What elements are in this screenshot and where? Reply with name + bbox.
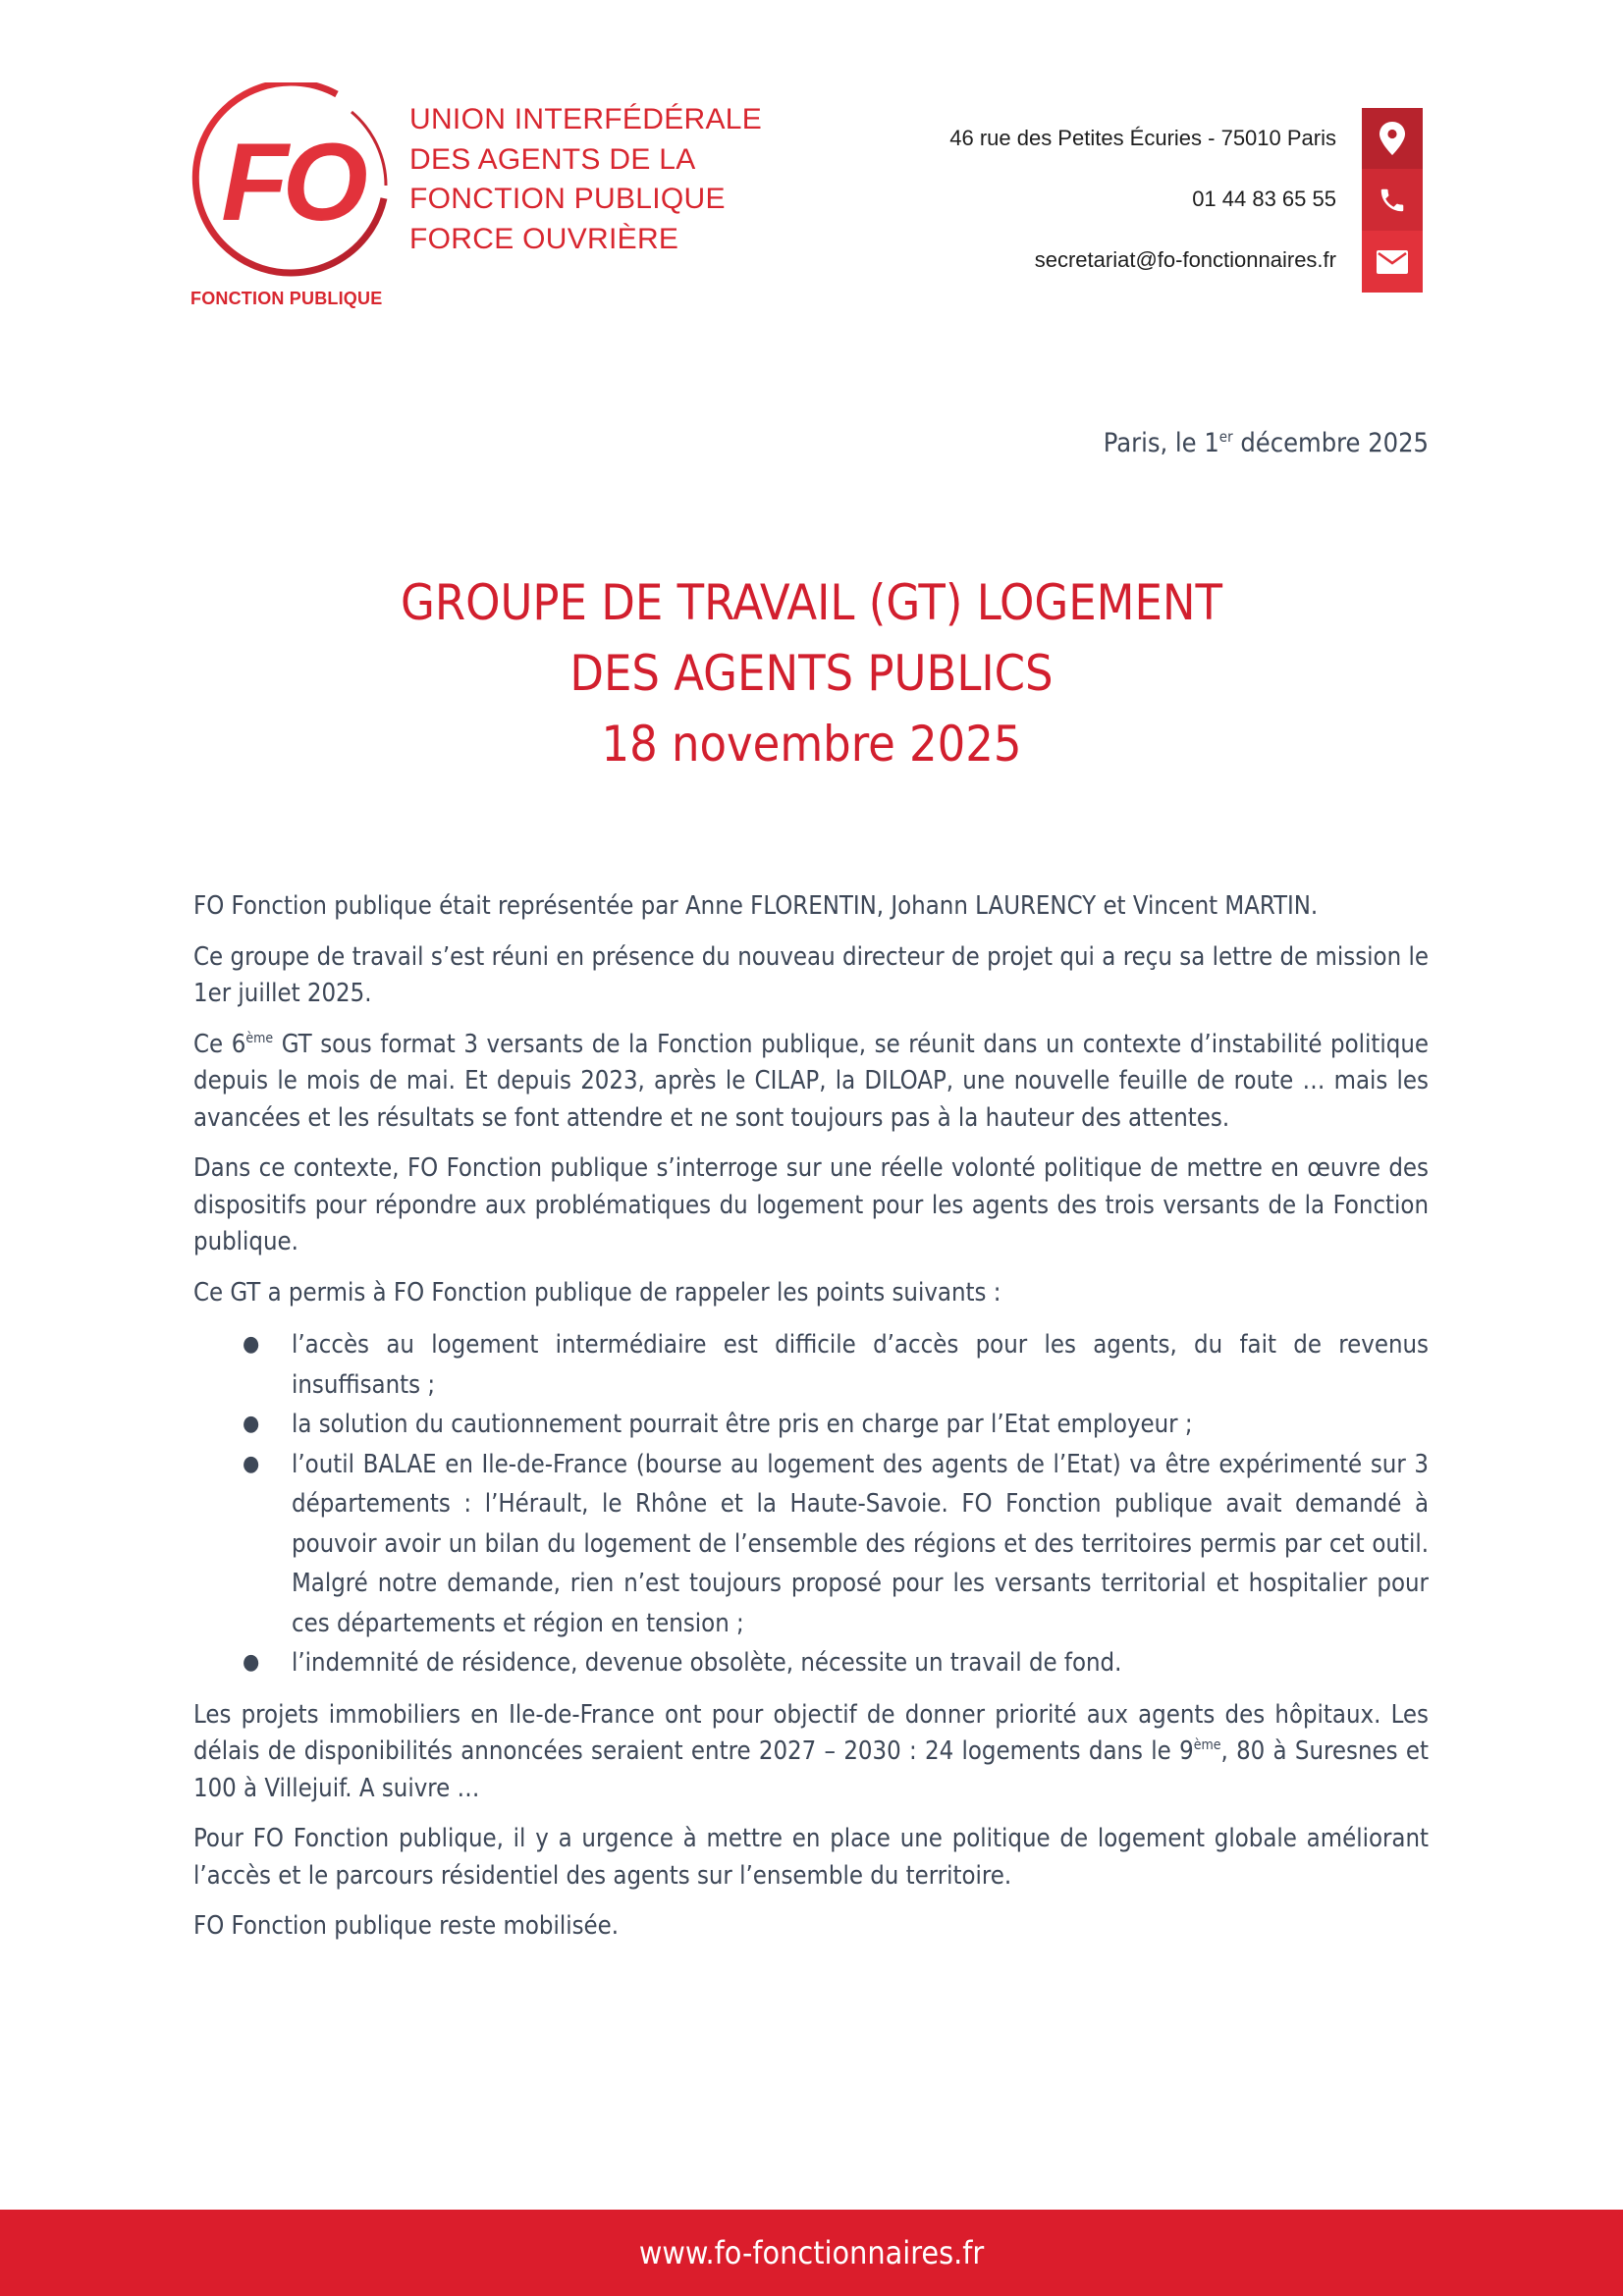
date-sup: er [1218,428,1233,446]
logo-caption: FONCTION PUBLIQUE [190,289,383,308]
text-span: Les projets immobiliers en Ile-de-France ont pour objectif de donner priorité aux agents des hôpitaux. Les délais de disponibilités annoncées seraient entre 2027 – 2030 : 24 logements dans le 9 [193,1699,1429,1766]
paragraph: Ce GT a permis à FO Fonction publique de rappeler les points suivants : [193,1277,1001,1308]
paragraph: Ce groupe de travail s’est réuni en présence du nouveau directeur de projet qui a reçu sa lettre de mission le 1er juillet 2025. [193,941,1429,1008]
bullet-icon: ● [243,1332,260,1357]
map-pin-icon [1362,108,1423,169]
organization-name [409,100,762,259]
document-date [1104,428,1429,458]
phone-icon [1362,169,1423,231]
contact-address: 46 rue des Petites Écuries - 75010 Paris [949,126,1336,150]
org-name-line: FONCTION PUBLIQUE [409,183,726,215]
contact-block [949,108,1336,291]
document-body [193,888,1429,1959]
date-suffix: décembre 2025 [1232,428,1429,458]
paragraph: Pour FO Fonction publique, il y a urgence à mettre en place une politique de logement globale améliorant l’accès et le parcours résidentiel des agents sur l’ensemble du territoire. [193,1824,1429,1891]
contact-icons [1362,108,1423,293]
bullet-icon: ● [243,1650,260,1675]
org-name-line: FORCE OUVRIÈRE [409,222,679,255]
list-item-text: la solution du cautionnement pourrait être pris en charge par l’Etat employeur ; [292,1410,1193,1439]
contact-phone: 01 44 83 65 55 [1192,187,1336,211]
bullet-icon: ● [243,1451,260,1476]
mail-icon [1362,231,1423,293]
ordinal-sup: ème [245,1030,274,1046]
fo-logo-icon [189,82,396,289]
list-item-text: l’indemnité de résidence, devenue obsolète, nécessite un travail de fond. [292,1648,1122,1678]
title-line: DES AGENTS PUBLICS [569,645,1054,702]
date-prefix: Paris, le 1 [1103,428,1219,458]
list-item [193,1445,1429,1644]
paragraph [193,1697,1429,1808]
list-item [193,1643,1429,1683]
fo-logo [189,82,396,289]
text-span: , 80 à Suresnes et 100 à Villejuif. A suivre … [193,1736,1430,1803]
text-span: GT sous format 3 versants de la Fonction publique, se réunit dans un contexte d’instabilité politique depuis le mois de mai. Et depuis 2023, après le CILAP, la DILOAP, une nouvelle feuille de route … mais les avancées et les résultats se font attendre et ne sont toujours pas à la hauteur des attentes. [193,1029,1429,1133]
list-item-text: l’accès au logement intermédiaire est difficile d’accès pour les agents, du fait de revenus insuffisants ; [292,1330,1429,1400]
bullet-icon: ● [243,1412,260,1436]
list-item [193,1405,1429,1445]
contact-email[interactable]: secretariat@fo-fonctionnaires.fr [1034,247,1336,272]
points-list [193,1325,1429,1683]
footer-website-link[interactable]: www.fo-fonctionnaires.fr [638,2234,985,2271]
ordinal-sup: ème [1193,1737,1221,1753]
paragraph [193,1027,1429,1138]
document-title [0,567,1623,779]
paragraph: Dans ce contexte, FO Fonction publique s’interroge sur une réelle volonté politique de mettre en œuvre des dispositifs pour répondre aux problématiques du logement pour les agents des trois versants de la Fonction publique. [193,1153,1429,1256]
svg-text:FO: FO [221,121,362,243]
paragraph: FO Fonction publique était représentée par Anne FLORENTIN, Johann LAURENCY et Vincent MARTIN. [193,891,1319,921]
list-item-text: l’outil BALAE en Ile-de-France (bourse au logement des agents de l’Etat) va être expérimenté sur 3 départements : l’Hérault, le Rhône et la Haute-Savoie. FO Fonction publique avait demandé à pouvoir avoir un bilan du logement de l’ensemble des régions et des territoires permis par cet outil. Malgré notre demande, rien n’est toujours proposé pour les versants territorial et hospitalier pour ces départements et région en tension ; [292,1449,1429,1638]
title-date: 18 novembre 2025 [601,716,1022,773]
org-name-line: DES AGENTS DE LA [409,142,696,176]
list-item [193,1325,1429,1405]
org-name-line: UNION INTERFÉDÉRALE [409,103,763,135]
title-line: GROUPE DE TRAVAIL (GT) LOGEMENT [400,574,1222,631]
footer-bar [0,2210,1623,2296]
paragraph: FO Fonction publique reste mobilisée. [193,1911,620,1941]
text-span: Ce 6 [193,1029,246,1059]
